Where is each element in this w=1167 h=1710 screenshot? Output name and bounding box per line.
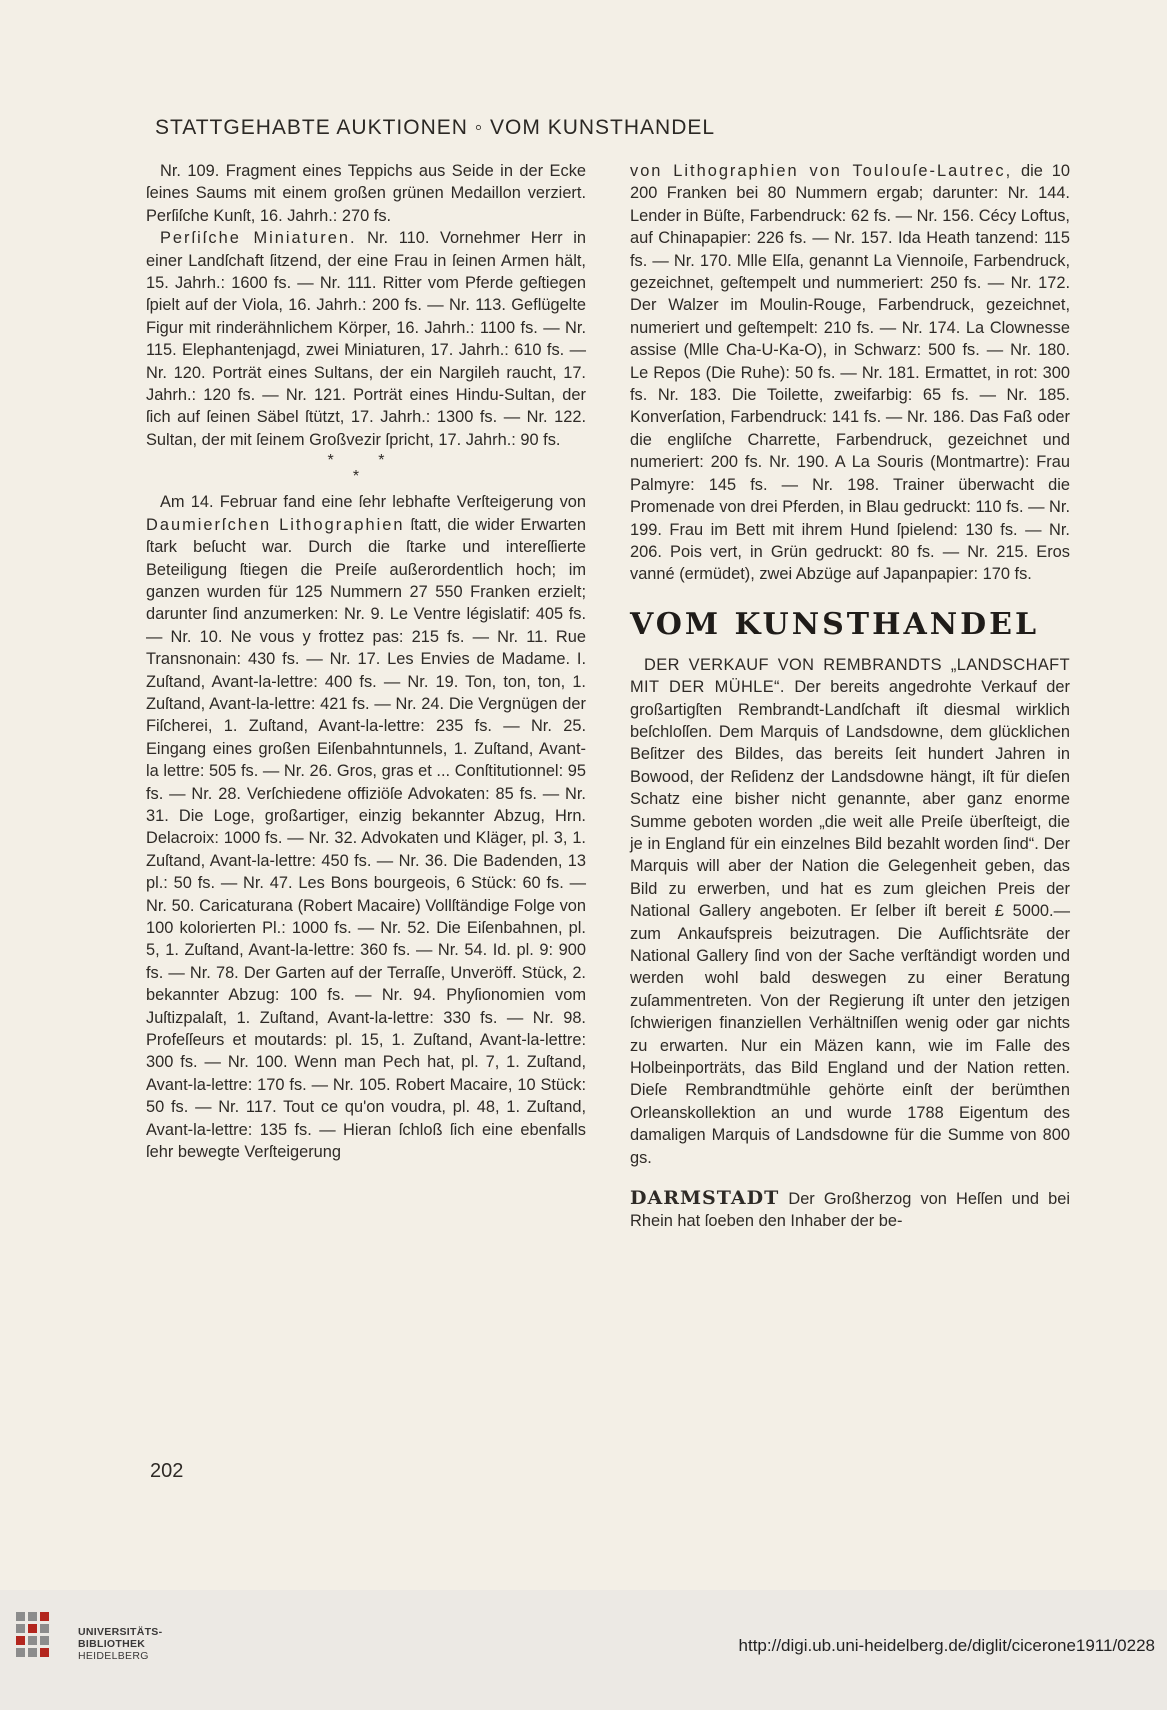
section-divider-asterisks xyxy=(146,453,586,485)
asterisks-bottom: * xyxy=(352,468,380,486)
library-name-line-2: BIBLIOTHEK xyxy=(78,1638,146,1650)
toulouse-lautrec-lead: von Lithographien von Toulouſe-Lautrec, xyxy=(630,162,1013,180)
digitization-footer xyxy=(0,1590,1167,1710)
running-head: STATTGEHABTE AUKTIONEN ◦ VOM KUNSTHANDEL xyxy=(155,116,716,139)
library-emblem-icon xyxy=(12,1604,72,1676)
left-paragraph-3-start: Am 14. Februar fand eine ſehr lebhafte Verſteigerung von xyxy=(160,493,586,512)
right-paragraph-3 xyxy=(630,1187,1070,1233)
university-library-logo xyxy=(12,1604,192,1676)
left-paragraph-3 xyxy=(146,491,586,1163)
source-url-link[interactable]: http://digi.ub.uni-heidelberg.de/diglit/cicerone1911/0228 xyxy=(738,1636,1155,1655)
left-paragraph-2-body: Nr. 110. Vornehmer Herr in einer Landſchaft ſitzend, der eine Frau in ſeinen Armen hält, 15. Jahrh.: 1600 fs. — Nr. 111. Ritter vom Pferde geſtiegen ſpielt auf der Viola, 16. Jahrh.: 200 fs. — Nr. 113. Geflügelte Figur mit rinderähnlichem Körper, 16. Jahrh.: 1100 fs. — Nr. 115. Elephantenjagd, zwei Miniaturen, 17. Jahrh.: 610 fs. — Nr. 120. Porträt eines Sultans, der ein Nargileh raucht, 17. Jahrh.: 120 fs. — Nr. 121. Porträt eines Hindu-Sultan, der ſich auf ſeinen Säbel ſtützt, 17. Jahrh.: 1300 fs. — Nr. 122. Sultan, der mit ſeinem Großvezir ſpricht, 17. Jahrh.: 90 fs. xyxy=(146,229,586,449)
section-heading-kunsthandel: VOM KUNSTHANDEL xyxy=(630,606,1040,642)
left-paragraph-2 xyxy=(146,227,586,451)
library-name-line-3: HEIDELBERG xyxy=(78,1650,149,1662)
left-paragraph-3-body: ſtatt, die wider Erwarten ſtark beſucht war. Durch die ſtarke und intereſſierte Beteiligung ſtiegen die Preiſe außerordentlich hoch; im ganzen wurden für 125 Nummern 27 550 Franken erzielt; darunter ſind anzumerken: Nr. 9. Le Ventre législatif: 405 fs. — Nr. 10. Ne vous y frottez pas: 215 fs. — Nr. 11. Rue Transnonain: 430 fs. — Nr. 17. Les Envies de Madame. I. Zuſtand, Avant-la-lettre: 400 fs. — Nr. 19. Ton, ton, ton, 1. Zuſtand, Avant-la-lettre: 421 fs. — Nr. 24. Die Vergnügen der Fiſcherei, 1. Zuſtand, Avant-la-lettre: 235 fs. — Nr. 25. Eingang eines großen Eiſenbahntunnels, 1. Zuſtand, Avant-la lettre: 505 fs. — Nr. 26. Gros, gras et ... Conſtitutionnel: 95 fs. — Nr. 28. Verſchiedene offiziöſe Advokaten: 85 fs. — Nr. 31. Die Loge, großartiger, einzig bekannter Abzug, Hrn. Delacroix: 1000 fs. — Nr. 32. Advokaten und Kläger, pl. 3, 1. Zuſtand, Avant-la-lettre: 450 fs. — Nr. 36. Die Badenden, 13 pl.: 50 fs. — Nr. 47. Les Bons bourgeois, 6 Stück: 60 fs. — Nr. 50. Caricaturana (Robert Macaire) Vollſtändige Folge von 100 kolorierten Pl.: 1000 fs. — Nr. 52. Die Eiſenbahnen, pl. 5, 1. Zuſtand, Avant-la-lettre: 360 fs. — Nr. 54. Id. pl. 9: 900 fs. — Nr. 78. Der Garten auf der Terraſſe, Unveröff. Stück, 2. bekannter Abzug: 100 fs. — Nr. 94. Phyſionomien vom Juſtizpalaſt, 1. Zuſtand, Avant-la-lettre: 330 fs. — Nr. 98. Profeſſeurs et moutards: pl. 15, 1. Zuſtand, Avant-la-lettre: 300 fs. — Nr. 100. Wenn man Pech hat, pl. 7, 1. Zuſtand, Avant-la-lettre: 170 fs. — Nr. 105. Robert Macaire, 10 Stück: 50 fs. — Nr. 117. Tout ce qu'on voudra, pl. 48, 1. Zuſtand, Avant-la-lettre: 135 fs. — Hieran ſchloß ſich eine ebenfalls ſehr bewegte Verſteigerung xyxy=(146,515,586,1162)
darmstadt-heading: DARMSTADT xyxy=(630,1187,780,1210)
persian-miniatures-lead: Perſiſche Miniaturen. xyxy=(160,229,357,248)
right-paragraph-1-body: die 10 200 Franken bei 80 Nummern ergab; darunter: Nr. 144. Lender in Büſte, Farbendruck: 62 fs. — Nr. 156. Cécy Loftus, auf Chinapapier: 226 fs. — Nr. 157. Ida Heath tanzend: 115 fs. — Nr. 170. Mlle Elſa, genannt La Viennoiſe, Farbendruck, gezeichnet, geſtempelt und nummeriert: 250 fs. — Nr. 172. Der Walzer im Moulin-Rouge, Farbendruck, gezeichnet, numeriert und geſtempelt: 210 fs. — Nr. 174. La Clownesse assise (Mlle Cha-U-Ka-O), in Schwarz: 500 fs. — Nr. 180. Le Repos (Die Ruhe): 50 fs. — Nr. 181. Ermattet, in rot: 300 fs. Nr. 183. Die Toilette, zweifarbig: 65 fs. — Nr. 185. Konverſation, Farbendruck: 141 fs. — Nr. 186. Das Faß oder die engliſche Charrette, Farbendruck, gezeichnet und numeriert: 200 fs. Nr. 190. A La Souris (Montmartre): Frau Palmyre: 145 fs. — Nr. 198. Trainer überwacht die Promenade von drei Pferden, in Blau gedruckt: 110 fs. — Nr. 199. Frau im Bett mit ihrem Hund ſpielend: 130 fs. — Nr. 206. Pois vert, in Grün gedruckt: 80 fs. — Nr. 215. Eros vanné (ermüdet), zwei Abzüge auf Japanpapier: 170 fs. xyxy=(630,162,1070,584)
library-name-line-1: UNIVERSITÄTS- xyxy=(78,1626,163,1638)
left-column xyxy=(146,160,586,1163)
asterisks-top: * * xyxy=(327,452,405,470)
library-name xyxy=(78,1626,162,1662)
right-column xyxy=(630,160,1070,1233)
right-paragraph-2-body: Der bereits angedrohte Verkauf der großartigſten Rembrandt-Landſchaft iſt diesmal wirklich beſchloſſen. Dem Marquis of Landsdowne, dem glücklichen Beſitzer des Bildes, das bereits ſeit hundert Jahren in Bowood, der Reſidenz der Landsdowne hängt, iſt für dieſen Schatz eine bisher nicht genannte, aber ganz enorme Summe geboten worden „die weit alle Preiſe überſteigt, die je in England für ein einzelnes Bild bezahlt worden ſind“. Der Marquis will aber der Nation die Gelegenheit geben, das Bild zu erwerben, und hat es zum gleichen Preis der National Gallery angeboten. Er ſelber iſt bereit £ 5000.— zum Ankaufspreis beizutragen. Die Aufſichtsräte der National Gallery ſind von der Sache verſtändigt worden und werden wohl bald deswegen zu einer Beratung zuſammentreten. Von der Regierung iſt unter den jetzigen ſchwierigen finanziellen Verhältniſſen wenig oder gar nichts zu erwarten. Nur ein Mäzen kann, wie im Falle des Holbeinporträts, das Bild England und der Nation retten. Dieſe Rembrandtmühle gehörte einſt der berümthen Orleanskollektion an und wurde 1788 Eigentum des damaligen Marquis of Landsdowne für die Summe von 800 gs. xyxy=(630,678,1070,1167)
right-paragraph-3-body: Der Großherzog von Heſſen und bei Rhein hat ſoeben den Inhaber der be- xyxy=(630,1190,1070,1231)
left-paragraph-1: Nr. 109. Fragment eines Teppichs aus Seide in der Ecke ſeines Saums mit einem großen grünen Medaillon verziert. Perſiſche Kunſt, 16. Jahrh.: 270 fs. xyxy=(146,162,586,225)
daumier-lithographs-lead: Daumierſchen Lithographien xyxy=(146,515,405,534)
right-paragraph-2 xyxy=(630,654,1070,1169)
page-number: 202 xyxy=(150,1460,184,1482)
right-paragraph-1 xyxy=(630,160,1070,586)
rembrandt-sale-lead: DER VERKAUF VON REMBRANDTS „LANDSCHAFT MIT DER MÜHLE“. xyxy=(630,655,1070,697)
